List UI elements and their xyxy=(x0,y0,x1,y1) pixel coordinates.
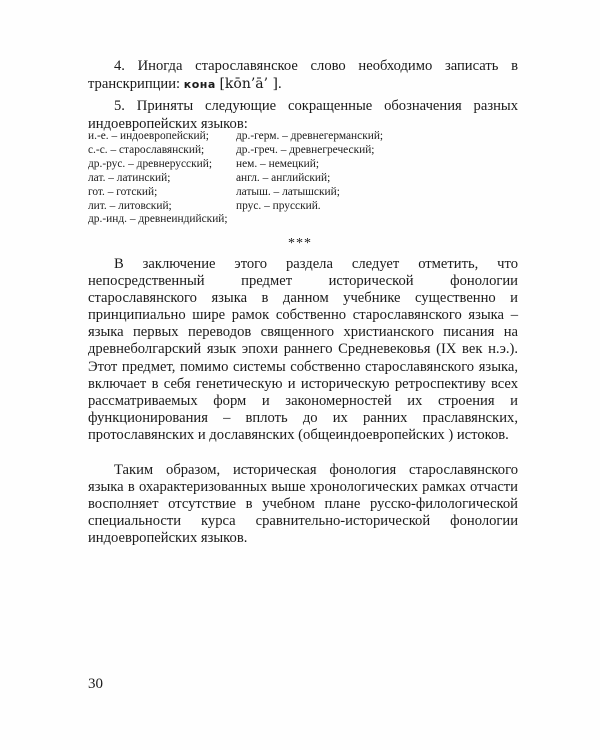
item4-text: 4. Иногда старославянское слово необходимо записать в транскрипции: xyxy=(88,58,518,92)
abbreviation-entry: нем. – немецкий; xyxy=(236,157,319,170)
transcription: [kōn’ā’ ] xyxy=(219,75,279,92)
abbreviation-entry: др.-герм. – древнегерманский; xyxy=(236,130,384,142)
abbreviation-column-left xyxy=(88,130,228,227)
page-number: 30 xyxy=(88,676,103,692)
abbreviation-column-right xyxy=(236,130,383,213)
abbreviation-entry: гот. – готский; xyxy=(88,185,158,198)
abbreviation-entry: латыш. – латышский; xyxy=(236,185,340,198)
paragraph-summary: Таким образом, историческая фонология старославянского языка в охарактеризованных выше хронологических рамках отчасти восполняет отсутствие в учебном плане русско-филологической специальности курса сравнительно-исторической фонологии индоевропейских языков. xyxy=(88,462,518,547)
abbreviation-entry: лат. – латинский; xyxy=(88,171,171,184)
abbreviation-entry: с.-с. – старославянский; xyxy=(88,143,205,156)
abbreviation-entry: прус. – прусский. xyxy=(236,199,321,212)
abbreviation-entry: др.-рус. – древнерусский; xyxy=(88,157,212,170)
section-separator: *** xyxy=(288,236,312,251)
item4-end: . xyxy=(278,75,282,92)
paragraph-conclusion: В заключение этого раздела следует отметить, что непосредственный предмет исторической фонологии старославянского языка в данном учебнике существенно и принципиально шире рамок собственно старославянского языка – языка первых переводов священного христианского писания на древнеболгарский язык эпохи раннего Средневековья (IX век н.э.). Этот предмет, помимо системы собственно старославянского языка, включает в себя генетическую и историческую ретроспективу всех рассматриваемых форм и закономерностей их строения и функционирования – вплоть до их ранних праславянских, протославянских и дославянских (общеиндоевропейских ) истоков. xyxy=(88,256,518,443)
abbreviation-entry: лит. – литовский; xyxy=(88,199,172,212)
abbreviation-entry: англ. – английский; xyxy=(236,171,331,184)
abbreviation-entry: и.-е. – индоевропейский; xyxy=(88,130,209,142)
list-item-5: 5. Приняты следующие сокращенные обозначения разных индоевропейских языков: xyxy=(88,98,518,132)
ocs-word: кона xyxy=(183,77,216,91)
list-item-4 xyxy=(88,58,518,93)
abbreviation-entry: др.-инд. – древнеиндийский; xyxy=(88,213,228,226)
abbreviation-entry: др.-греч. – древнегреческий; xyxy=(236,143,375,156)
